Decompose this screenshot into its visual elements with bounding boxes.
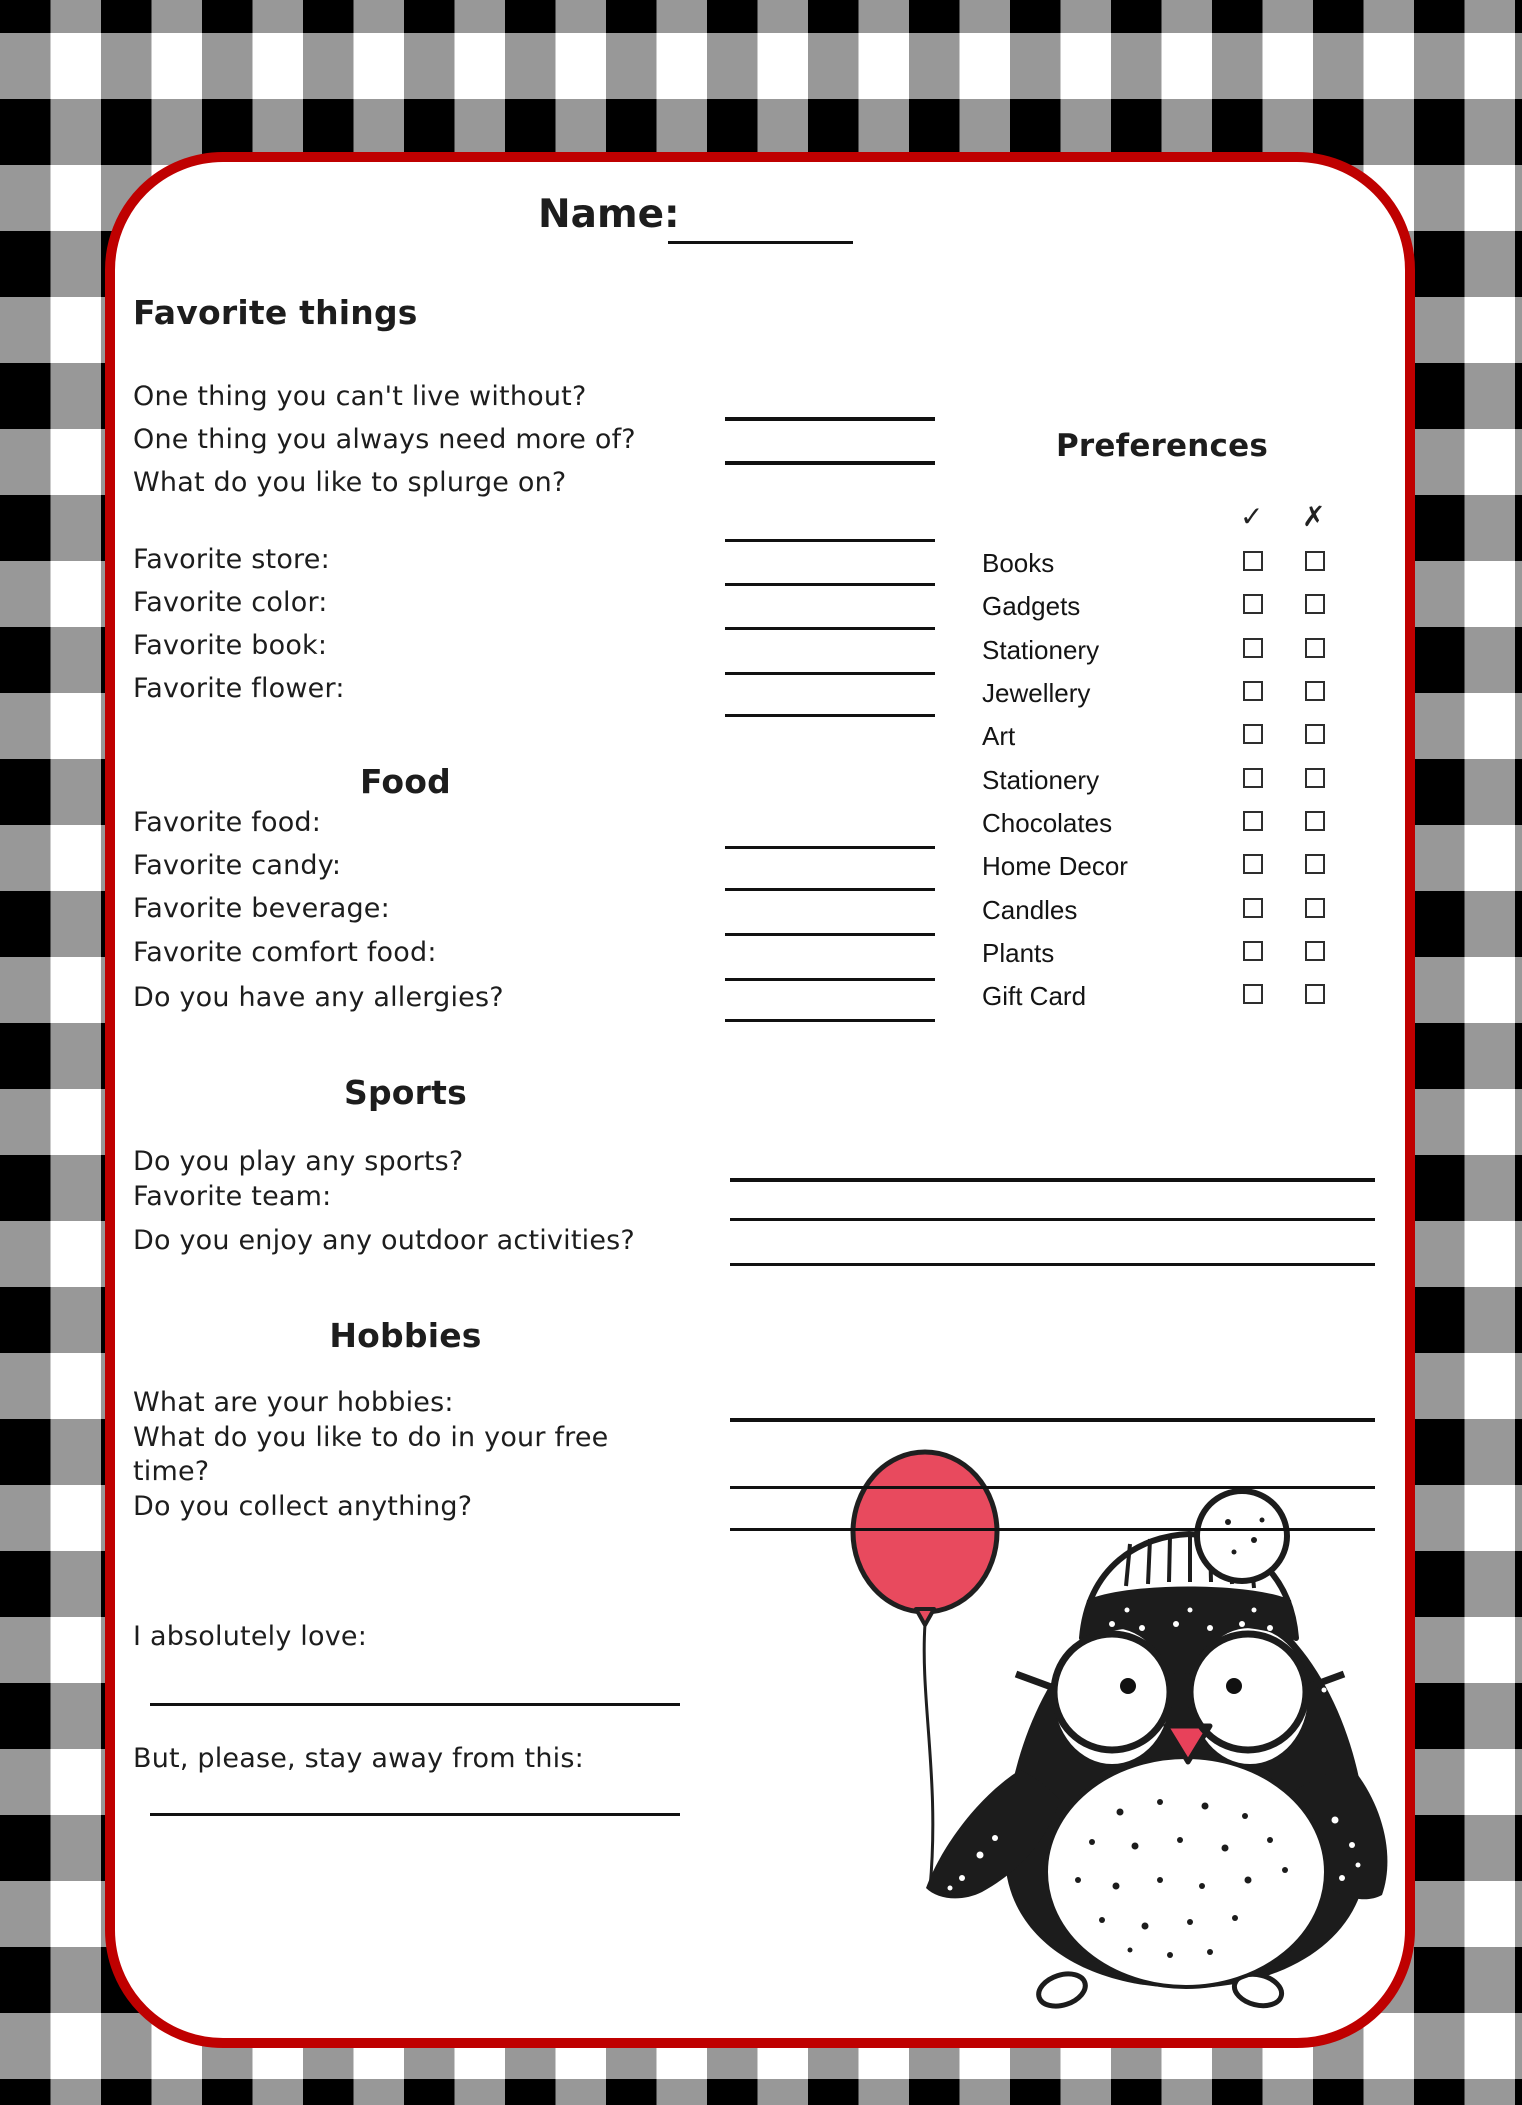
question-collect-anything: Do you collect anything? (133, 1491, 473, 1522)
preference-no-checkbox[interactable] (1305, 941, 1325, 961)
preference-label: Home Decor (982, 851, 1128, 881)
answer-line (725, 672, 935, 675)
label-favorite-store: Favorite store: (133, 544, 330, 575)
question-play-sports: Do you play any sports? (133, 1146, 464, 1177)
preference-yes-checkbox[interactable] (1243, 681, 1263, 701)
section-title-sports: Sports (344, 1073, 467, 1112)
check-mark-icon: ✓ (1240, 500, 1264, 533)
preference-label: Gadgets (982, 591, 1081, 621)
preference-label: Gift Card (982, 981, 1087, 1011)
label-favorite-beverage: Favorite beverage: (133, 893, 390, 924)
preference-row (982, 721, 1342, 751)
label-favorite-candy: Favorite candy: (133, 850, 342, 881)
preference-row (982, 938, 1342, 968)
question-need-more-of: One thing you always need more of? (133, 424, 636, 455)
preference-yes-checkbox[interactable] (1243, 768, 1263, 788)
preference-row (982, 548, 1342, 578)
answer-line (725, 1019, 935, 1022)
preference-yes-checkbox[interactable] (1243, 724, 1263, 744)
preference-row (982, 765, 1342, 795)
preference-yes-checkbox[interactable] (1243, 898, 1263, 918)
answer-line (725, 539, 935, 542)
question-cant-live-without: One thing you can't live without? (133, 381, 587, 412)
answer-line (730, 1263, 1375, 1266)
answer-line (730, 1178, 1375, 1182)
section-title-hobbies: Hobbies (329, 1316, 482, 1355)
answer-line (730, 1528, 1375, 1531)
answer-line (725, 933, 935, 936)
preference-no-checkbox[interactable] (1305, 638, 1325, 658)
preference-yes-checkbox[interactable] (1243, 551, 1263, 571)
preference-yes-checkbox[interactable] (1243, 984, 1263, 1004)
answer-line (725, 417, 935, 421)
preference-no-checkbox[interactable] (1305, 811, 1325, 831)
section-title-favorite-things: Favorite things (133, 293, 418, 332)
penguin-balloon-illustration (830, 1440, 1390, 2020)
preference-yes-checkbox[interactable] (1243, 854, 1263, 874)
preference-row (982, 895, 1342, 925)
penguin-foot (1035, 1968, 1090, 2011)
penguin-eye (1120, 1678, 1136, 1694)
preference-no-checkbox[interactable] (1305, 724, 1325, 744)
label-stay-away: But, please, stay away from this: (133, 1743, 584, 1774)
preference-row (982, 808, 1342, 838)
preference-row (982, 851, 1342, 881)
label-favorite-team: Favorite team: (133, 1181, 332, 1212)
answer-line (725, 846, 935, 849)
balloon-string (924, 1624, 933, 1888)
preference-row (982, 981, 1342, 1011)
answer-line (730, 1218, 1375, 1221)
preference-label: Stationery (982, 765, 1100, 795)
preference-no-checkbox[interactable] (1305, 594, 1325, 614)
label-favorite-food: Favorite food: (133, 807, 322, 838)
preference-no-checkbox[interactable] (1305, 898, 1325, 918)
preference-no-checkbox[interactable] (1305, 854, 1325, 874)
preference-no-checkbox[interactable] (1305, 551, 1325, 571)
section-title-food: Food (360, 762, 451, 801)
preference-yes-checkbox[interactable] (1243, 594, 1263, 614)
answer-line (725, 627, 935, 630)
preference-label: Stationery (982, 635, 1100, 665)
answer-line (725, 888, 935, 891)
label-absolutely-love: I absolutely love: (133, 1621, 367, 1652)
question-free-time: What do you like to do in your free time? (133, 1422, 609, 1487)
answer-line (725, 461, 935, 465)
preference-label: Candles (982, 895, 1078, 925)
question-splurge-on: What do you like to splurge on? (133, 467, 567, 498)
preference-yes-checkbox[interactable] (1243, 941, 1263, 961)
x-mark-icon: ✗ (1302, 500, 1326, 533)
preference-row (982, 678, 1342, 708)
section-title-preferences: Preferences (1056, 428, 1268, 464)
hat-pompom (1197, 1491, 1287, 1581)
label-favorite-comfort-food: Favorite comfort food: (133, 937, 437, 968)
label-favorite-flower: Favorite flower: (133, 673, 345, 704)
preference-label: Art (982, 721, 1016, 751)
preference-no-checkbox[interactable] (1305, 768, 1325, 788)
label-favorite-color: Favorite color: (133, 587, 328, 618)
answer-line (730, 1418, 1375, 1422)
question-outdoor-activities: Do you enjoy any outdoor activities? (133, 1225, 635, 1256)
question-allergies: Do you have any allergies? (133, 982, 504, 1013)
preference-no-checkbox[interactable] (1305, 984, 1325, 1004)
preference-label: Books (982, 548, 1055, 578)
preference-no-checkbox[interactable] (1305, 681, 1325, 701)
name-label: Name: (538, 192, 680, 237)
writing-line (150, 1813, 680, 1816)
name-line (668, 241, 853, 244)
preference-yes-checkbox[interactable] (1243, 638, 1263, 658)
penguin-icon (926, 1491, 1387, 2012)
answer-line (725, 978, 935, 981)
preference-label: Plants (982, 938, 1055, 968)
question-hobbies: What are your hobbies: (133, 1387, 454, 1418)
preference-row (982, 591, 1342, 621)
preference-label: Jewellery (982, 678, 1091, 708)
answer-line (730, 1486, 1375, 1489)
penguin-eye (1226, 1678, 1242, 1694)
label-favorite-book: Favorite book: (133, 630, 328, 661)
answer-line (725, 583, 935, 586)
preference-yes-checkbox[interactable] (1243, 811, 1263, 831)
penguin-hat (1082, 1491, 1296, 1638)
preference-label: Chocolates (982, 808, 1113, 838)
writing-line (150, 1703, 680, 1706)
answer-line (725, 714, 935, 717)
preference-row (982, 635, 1342, 665)
